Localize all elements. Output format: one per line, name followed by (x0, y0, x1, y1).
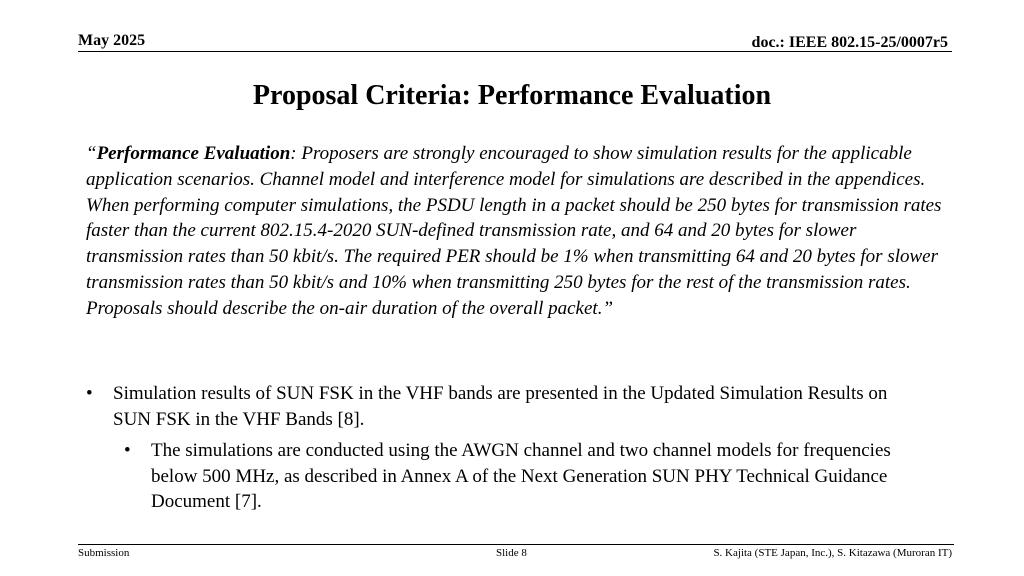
list-item (86, 381, 926, 432)
list-item (124, 438, 924, 515)
header-date: May 2025 (78, 32, 146, 49)
footer-authors: S. Kajita (STE Japan, Inc.), S. Kitazawa (Muroran IT) (713, 547, 952, 559)
criteria-quote (86, 141, 946, 322)
quote-lead: Performance Evaluation (96, 143, 291, 164)
bullet-list-level-1 (86, 381, 926, 432)
quote-open-mark: “ (86, 143, 97, 164)
bullet-icon: • (124, 440, 131, 461)
footer-slide-number: Slide 8 (496, 547, 527, 559)
quote-body: : Proposers are strongly encouraged to show simulation results for the applicable application scenarios. Channel model and interference model for simulations are described in the appendices. When performing computer simulations, the PSDU length in a packet should be 250 bytes for transmission rates faster than the current 802.15.4-2020 SUN-defined transmission rate, and 64 and 20 bytes for slower transmission rates than 50 kbit/s. The required PER should be 1% when transmitting 64 and 20 bytes for slower transmission rates than 50 kbit/s and 10% when transmitting 250 bytes for the rest of the transmission rates. Proposals should describe the on-air duration of the overall packet.” (86, 143, 942, 319)
bullet-text: The simulations are conducted using the AWGN channel and two channel models for frequencies below 500 MHz, as described in Annex A of the Next Generation SUN PHY Technical Guidance Document [7]. (151, 440, 891, 512)
bullet-icon: • (86, 383, 93, 404)
footer-submission: Submission (78, 547, 130, 559)
header-divider (78, 51, 952, 52)
bullet-text: Simulation results of SUN FSK in the VHF bands are presented in the Updated Simulation Results on SUN FSK in the VHF Bands [8]. (113, 383, 888, 430)
header-doc-id: doc.: IEEE 802.15-25/0007r5 (751, 34, 948, 51)
footer-divider (78, 544, 954, 545)
slide-title: Proposal Criteria: Performance Evaluation (252, 80, 772, 111)
bullet-list-level-2 (124, 438, 924, 515)
